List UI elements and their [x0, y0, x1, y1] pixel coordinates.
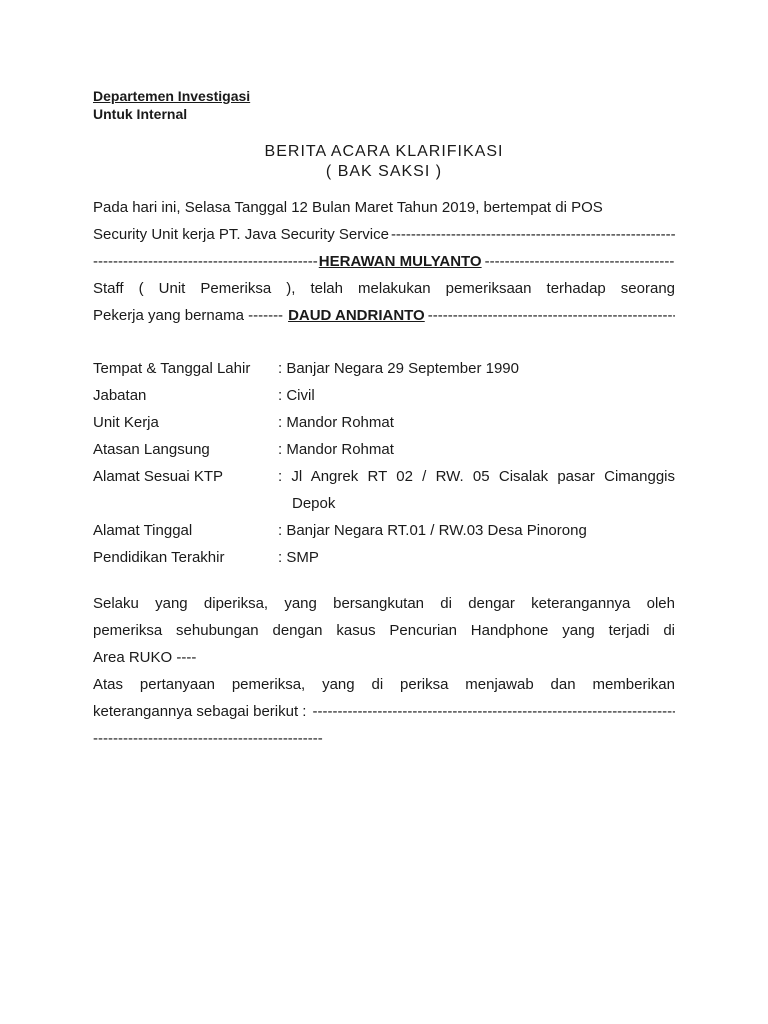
intro-line-4: Staff ( Unit Pemeriksa ), telah melakukan pemeriksaan terhadap seorang [93, 280, 675, 297]
closing-line-3: Area RUKO ---- [93, 649, 197, 666]
field-row [93, 439, 675, 461]
intro-text-1: Pada hari ini, Selasa Tanggal 12 Bulan Maret Tahun 2019, bertempat di POS [93, 199, 603, 216]
field-row [93, 520, 675, 542]
closing-text-5: keterangannya sebagai berikut : [93, 703, 307, 720]
field-label: Alamat Sesuai KTP [93, 468, 224, 485]
closing-line-6: ---------------------------------------------- [93, 730, 323, 747]
field-row [93, 412, 675, 434]
field-label: Atasan Langsung [93, 441, 210, 458]
field-label: Jabatan [93, 387, 147, 404]
witness-name: DAUD ANDRIANTO [288, 307, 425, 324]
field-value: : Mandor Rohmat [278, 414, 394, 431]
field-row [93, 547, 675, 569]
department-heading: Departemen Investigasi [93, 88, 251, 104]
field-value: : Banjar Negara 29 September 1990 [278, 360, 519, 377]
closing-line-4: Atas pertanyaan pemeriksa, yang di periksa menjawab dan memberikan [93, 676, 675, 693]
intro-line-5 [93, 305, 675, 327]
field-value: : Civil [278, 387, 315, 404]
intro-line-3 [93, 251, 675, 273]
field-value: : Banjar Negara RT.01 / RW.03 Desa Pinorong [278, 522, 587, 539]
field-value: : Jl Angrek RT 02 / RW. 05 Cisalak pasar Cimanggis [278, 468, 675, 485]
intro-line-1 [93, 197, 675, 219]
dash-filler [485, 251, 675, 273]
dash-filler [312, 701, 675, 723]
intro-text-2: Security Unit kerja PT. Java Security Service [93, 226, 389, 243]
field-row [93, 385, 675, 407]
closing-line-2: pemeriksa sehubungan dengan kasus Pencurian Handphone yang terjadi di [93, 622, 675, 639]
field-row [93, 466, 675, 488]
dash-prefix: --------------------------------------------- [93, 253, 318, 270]
field-value: : Mandor Rohmat [278, 441, 394, 458]
document-subtitle: ( BAK SAKSI ) [325, 163, 443, 180]
closing-line-5 [93, 701, 675, 723]
intro-line-2 [93, 224, 675, 246]
field-value: : SMP [278, 549, 319, 566]
dash-filler [391, 224, 675, 246]
field-value-continuation: Depok [292, 495, 336, 512]
closing-line-1: Selaku yang diperiksa, yang bersangkutan di dengar keterangannya oleh [93, 595, 675, 612]
field-label: Tempat & Tanggal Lahir [93, 360, 251, 377]
field-row [93, 358, 675, 380]
document-title: BERITA ACARA KLARIFIKASI [264, 143, 504, 160]
field-label: Alamat Tinggal [93, 522, 193, 539]
field-label: Pendidikan Terakhir [93, 549, 225, 566]
intro-text-5: Pekerja yang bernama ------- [93, 307, 284, 324]
examiner-name: HERAWAN MULYANTO [318, 253, 482, 270]
field-label: Unit Kerja [93, 414, 159, 431]
dash-filler [428, 305, 675, 327]
internal-label: Untuk Internal [93, 106, 188, 122]
